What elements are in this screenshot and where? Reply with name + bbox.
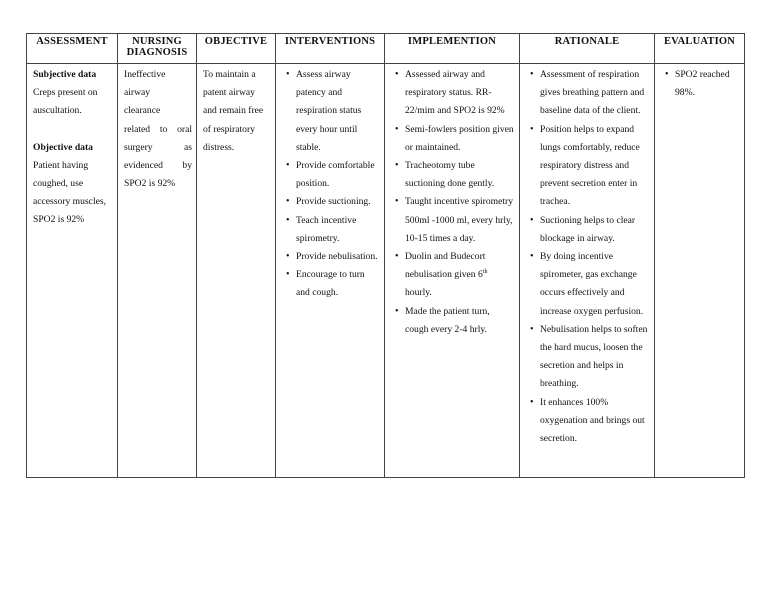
interventions-cell <box>276 64 385 478</box>
interventions-list <box>282 66 380 303</box>
evaluation-list <box>661 66 740 102</box>
list-item: • Suctioning helps to clear blockage in airway. <box>540 212 650 248</box>
assessment-cell <box>27 64 118 478</box>
rationale-list <box>526 66 650 448</box>
nursing-diagnosis-cell <box>118 64 197 478</box>
nursing-care-plan-table <box>26 33 745 478</box>
list-item: • Assessment of respiration gives breathing pattern and baseline data of the client. <box>540 66 650 121</box>
list-item: • Taught incentive spirometry 500ml -1000 ml, every hrly, 10-15 times a day. <box>405 193 515 248</box>
list-item: • Semi-fowlers position given or maintained. <box>405 121 515 157</box>
diagnosis-line: clearance <box>124 105 161 117</box>
header-evaluation: EVALUATION <box>655 34 745 64</box>
diagnosis-line: related to oral <box>124 123 192 135</box>
ordinal-suffix: th <box>482 269 488 276</box>
objective-cell <box>197 64 276 478</box>
objective-text: To maintain a patent airway and remain free of respiratory distress. <box>203 69 264 153</box>
list-item: • Position helps to expand lungs comfortably, reduce respiratory distress and prevent secretion enter in trachea. <box>540 121 650 212</box>
header-assessment: ASSESSMENT <box>27 34 118 64</box>
list-item: • Provide suctioning. <box>296 193 380 211</box>
implementation-cell <box>385 64 520 478</box>
list-item: • Provide comfortable position. <box>296 157 380 193</box>
evaluation-cell <box>655 64 745 478</box>
list-item: • Made the patient turn, cough every 2-4 hrly. <box>405 303 515 339</box>
header-row <box>27 34 745 64</box>
rationale-cell <box>520 64 655 478</box>
diagnosis-line: SPO2 is 92% <box>124 178 176 190</box>
list-item: • Teach incentive spirometry. <box>296 212 380 248</box>
diagnosis-line: airway <box>124 87 151 99</box>
subjective-text: Creps present on auscultation. <box>33 87 98 117</box>
objective-data-text: Patient having coughed, use accessory muscles, SPO2 is 92% <box>33 159 106 226</box>
list-item: • Nebulisation helps to soften the hard mucus, loosen the secretion and helps in breathing. <box>540 321 650 394</box>
nebulisation-text-end: hourly. <box>405 287 432 299</box>
list-item: • Encourage to turn and cough. <box>296 266 380 302</box>
header-rationale: RATIONALE <box>520 34 655 64</box>
list-item: • Tracheotomy tube suctioning done gently. <box>405 157 515 193</box>
list-item: • It enhances 100% oxygenation and brings out secretion. <box>540 394 650 449</box>
diagnosis-line: surgery as <box>124 141 192 153</box>
nebulisation-text: Duolin and Budecort nebulisation given 6 <box>405 251 486 281</box>
implementation-list <box>391 66 515 339</box>
list-item: • SPO2 reached 98%. <box>675 66 740 102</box>
objective-label: Objective data <box>33 141 93 153</box>
table-row <box>27 64 745 478</box>
list-item: • By doing incentive spirometer, gas exchange occurs effectively and increase oxygen perfusion. <box>540 248 650 321</box>
list-item: • Assess airway patency and respiration status every hour until stable. <box>296 66 380 157</box>
list-item <box>405 248 515 303</box>
header-objective: OBJECTIVE <box>197 34 276 64</box>
diagnosis-line: Ineffective <box>124 69 166 80</box>
subjective-label: Subjective data <box>33 69 97 80</box>
header-implementation: IMPLEMENTION <box>385 34 520 64</box>
header-nursing-diagnosis: NURSING DIAGNOSIS <box>118 34 197 64</box>
diagnosis-line: evidenced by <box>124 160 192 172</box>
header-interventions: INTERVENTIONS <box>276 34 385 64</box>
list-item: • Assessed airway and respiratory status. RR- 22/mim and SPO2 is 92% <box>405 66 515 121</box>
list-item: • Provide nebulisation. <box>296 248 380 266</box>
